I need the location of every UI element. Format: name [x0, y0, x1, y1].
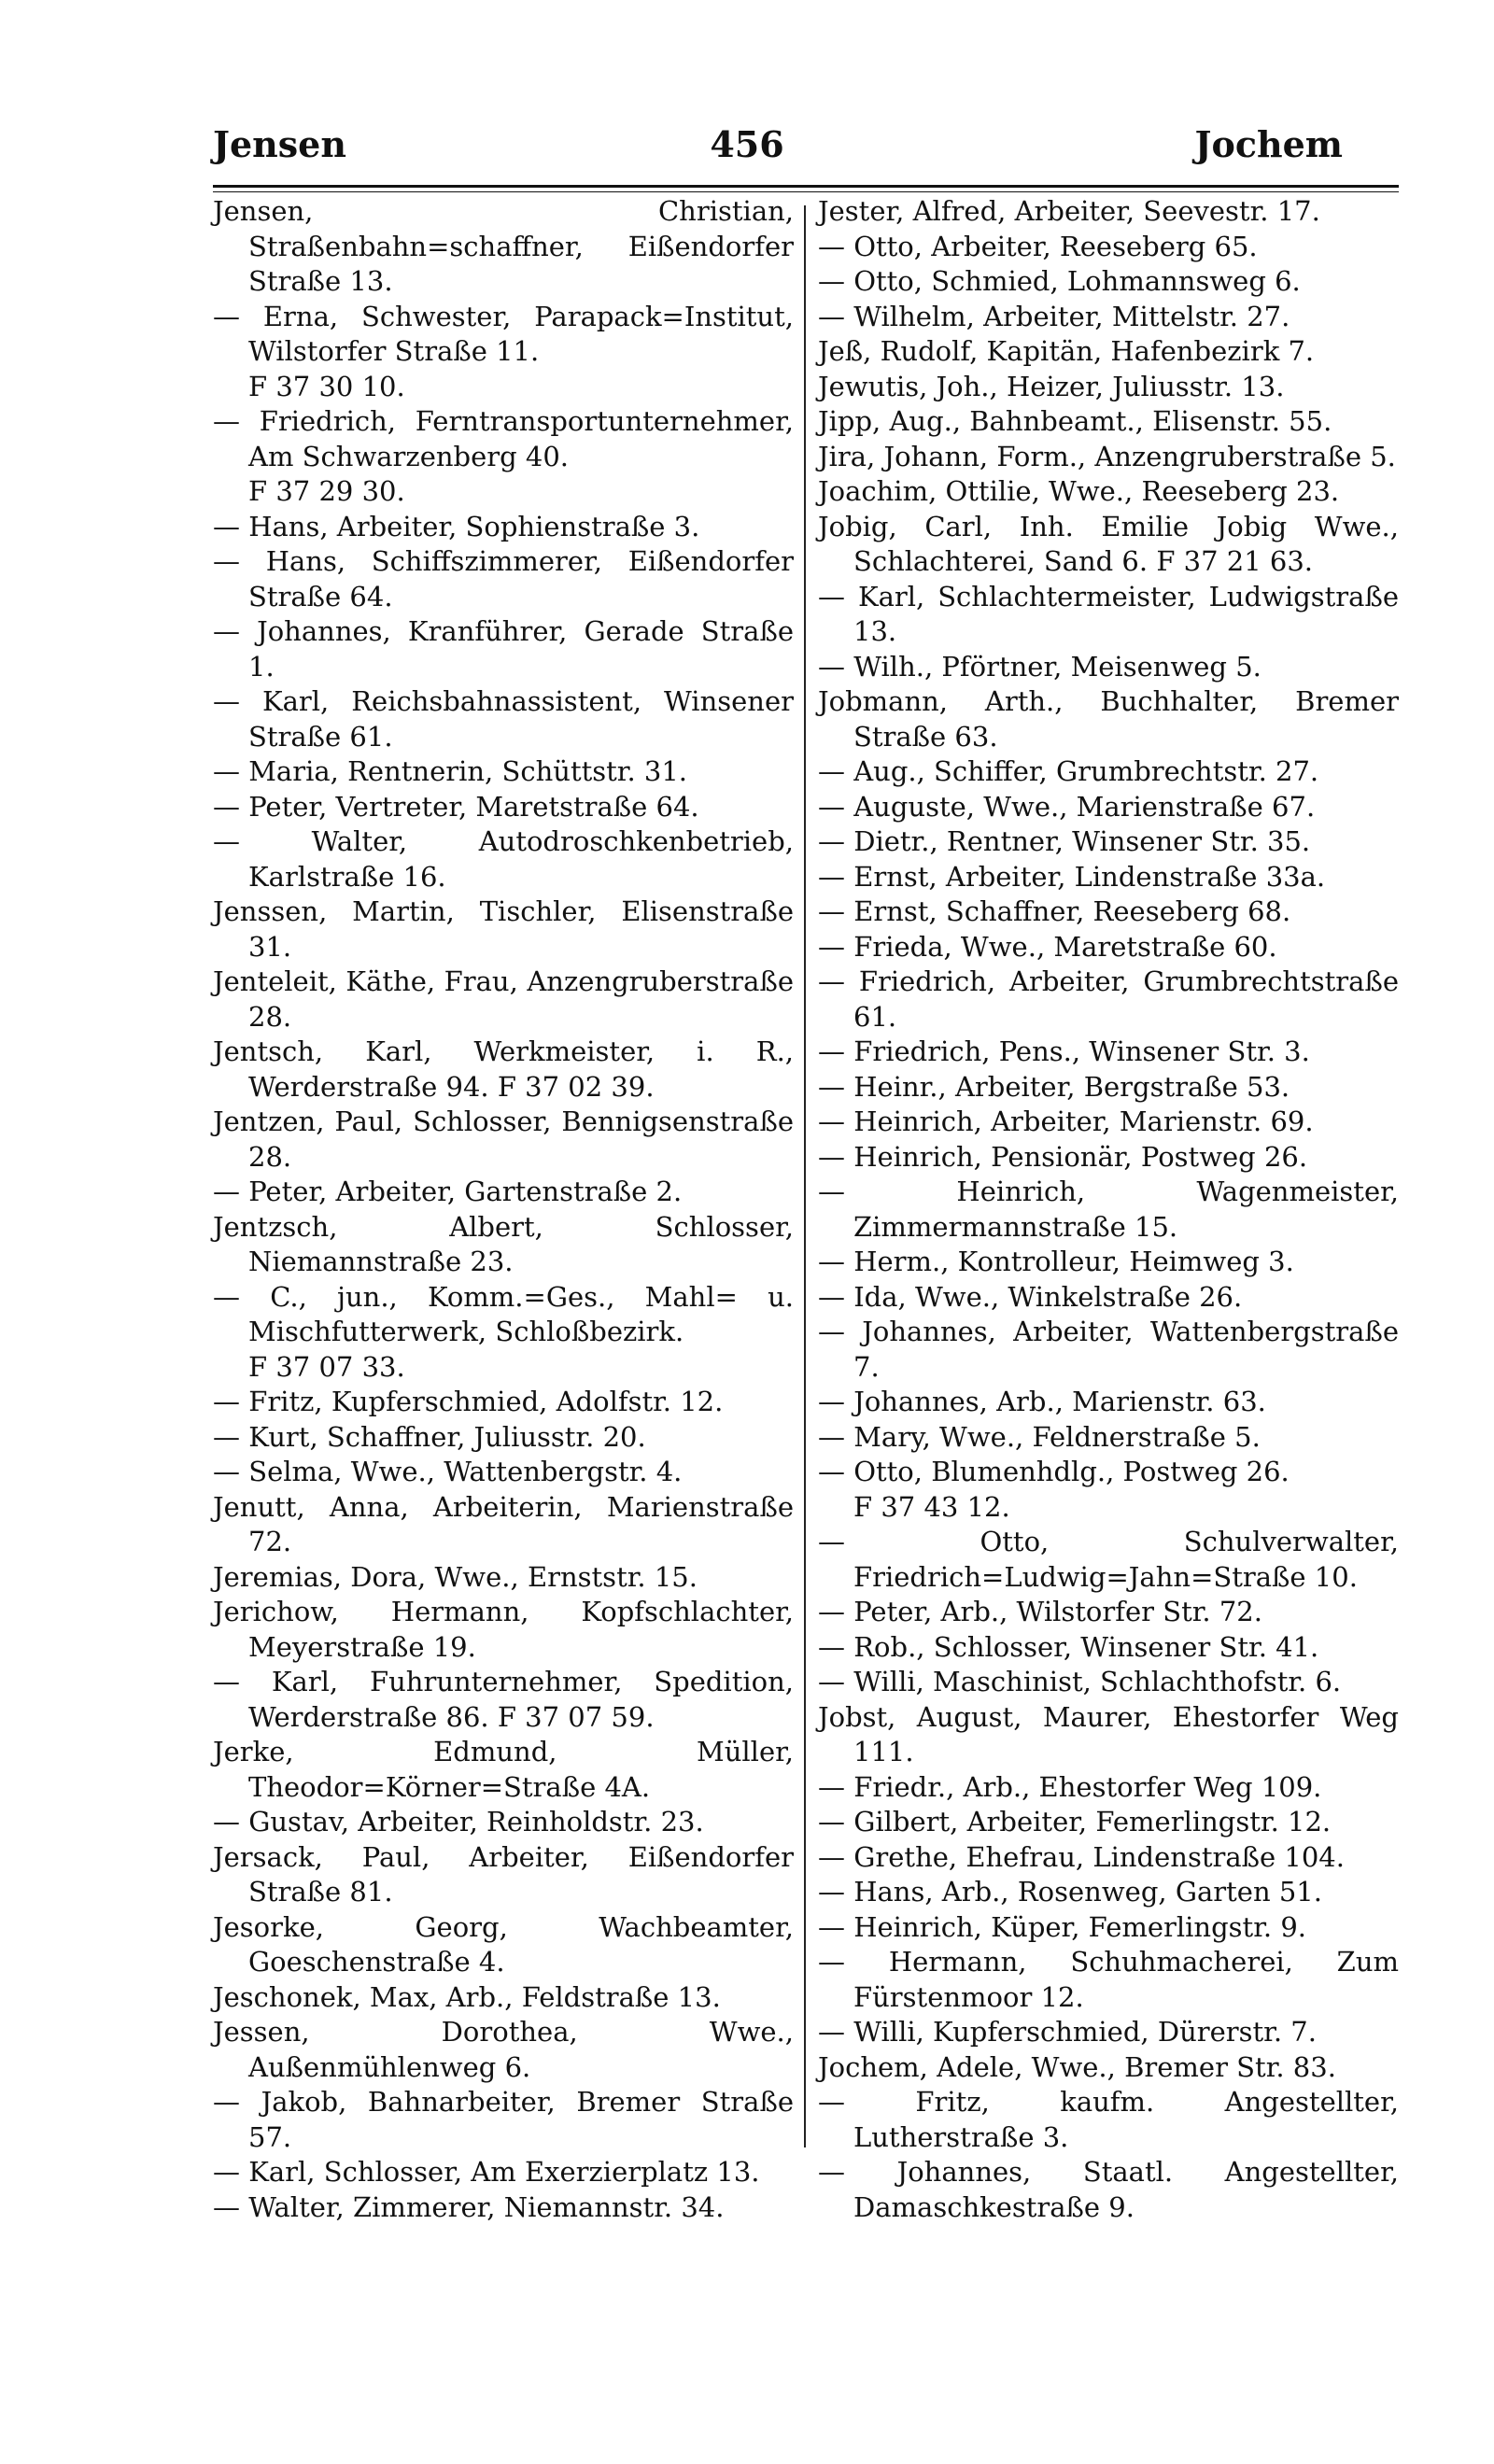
directory-entry [818, 1105, 1399, 1140]
directory-entry [818, 1070, 1399, 1105]
entry-text: Jira, Johann, Form., Anzengruberstraße 5. [818, 440, 1396, 472]
directory-entry [213, 790, 794, 825]
directory-entry [818, 650, 1399, 685]
entry-text: — Friedrich, Pens., Winsener Str. 3. [818, 1035, 1310, 1067]
directory-entry [818, 2050, 1399, 2086]
directory-entry [213, 1665, 794, 1735]
directory-entry [818, 1595, 1399, 1630]
entry-text: Jeremias, Dora, Wwe., Ernststr. 15. [213, 1560, 698, 1593]
entry-text: Jersack, Paul, Arbeiter, Eißendorfer Straße 81. [213, 1840, 794, 1908]
directory-entry [818, 2015, 1399, 2050]
entry-text: — Heinr., Arbeiter, Bergstraße 53. [818, 1070, 1290, 1103]
directory-entry [818, 580, 1399, 650]
directory-entry [818, 930, 1399, 965]
directory-entry [213, 2190, 794, 2226]
entry-text: — Friedr., Arb., Ehestorfer Weg 109. [818, 1770, 1322, 1803]
entry-text: — Gustav, Arbeiter, Reinholdstr. 23. [213, 1806, 704, 1837]
directory-entry [818, 1175, 1399, 1245]
entry-text: Jenutt, Anna, Arbeiterin, Marienstraße 72. [213, 1490, 794, 1557]
directory-entry [818, 370, 1399, 405]
entry-text: — Ernst, Schaffner, Reeseberg 68. [818, 895, 1291, 927]
entry-text: — Hans, Arb., Rosenweg, Garten 51. [818, 1876, 1322, 1908]
entry-text: — Kurt, Schaffner, Juliusstr. 20. [213, 1420, 646, 1453]
directory-entry [818, 1945, 1399, 2015]
directory-entry [818, 1840, 1399, 1876]
directory-entry [213, 2155, 794, 2190]
directory-entry [818, 1700, 1399, 1770]
directory-entry [213, 544, 794, 614]
header-left-keyword: Jensen [213, 123, 346, 165]
column-divider [804, 205, 806, 2147]
directory-entry [213, 1420, 794, 1456]
directory-entry [818, 264, 1399, 300]
directory-entry [213, 1910, 794, 1980]
entry-text: — Gilbert, Arbeiter, Femerlingstr. 12. [818, 1806, 1332, 1837]
entry-telephone: F 37 07 33. [248, 1350, 405, 1383]
entry-text: Jeß, Rudolf, Kapitän, Hafenbezirk 7. [818, 335, 1315, 367]
entry-text: — Willi, Kupferschmied, Dürerstr. 7. [818, 2016, 1317, 2048]
directory-entry [818, 1245, 1399, 1280]
entry-text: — Otto, Arbeiter, Reeseberg 65. [818, 230, 1258, 262]
entry-text: Jentzen, Paul, Schlosser, Bennigsenstraße 28. [213, 1105, 794, 1173]
directory-entry [818, 1805, 1399, 1840]
directory-entry [818, 824, 1399, 860]
entry-text: Joachim, Ottilie, Wwe., Reeseberg 23. [818, 475, 1340, 507]
right-column [818, 194, 1399, 2225]
entry-text: — Grethe, Ehefrau, Lindenstraße 104. [818, 1840, 1345, 1873]
directory-entry [213, 1735, 794, 1805]
directory-entry [818, 1525, 1399, 1595]
directory-entry [213, 684, 794, 754]
directory-entry [818, 230, 1399, 265]
header-rule [213, 185, 1399, 188]
directory-entry [213, 1455, 794, 1490]
entry-text: — Aug., Schiffer, Grumbrechtstr. 27. [818, 755, 1319, 787]
entry-text: Jesorke, Georg, Wachbeamter, Goeschenstraße 4. [213, 1910, 794, 1978]
entry-text: — Johannes, Staatl. Angestellter, Damaschkestraße 9. [818, 2156, 1399, 2223]
directory-entry [213, 964, 794, 1035]
entry-text: — Karl, Fuhrunternehmer, Spedition, Werderstraße 86. F 37 07 59. [213, 1666, 794, 1733]
entry-text: — Auguste, Wwe., Marienstraße 67. [818, 790, 1316, 823]
entry-telephone: F 37 29 30. [248, 475, 405, 507]
directory-entry [818, 1910, 1399, 1946]
directory-entry [213, 1805, 794, 1840]
entry-text: — C., jun., Komm.=Ges., Mahl= u. Mischfutterwerk, Schloßbezirk. [213, 1280, 794, 1347]
directory-entry [818, 2085, 1399, 2155]
directory-entry [818, 1140, 1399, 1176]
entry-text: — Walter, Zimmerer, Niemannstr. 34. [213, 2190, 725, 2223]
entry-text: — Selma, Wwe., Wattenbergstr. 4. [213, 1456, 683, 1487]
directory-entry [213, 1280, 794, 1386]
directory-entry [818, 300, 1399, 335]
directory-entry [818, 510, 1399, 580]
entry-text: — Hermann, Schuhmacherei, Zum Fürstenmoor 12. [818, 1946, 1399, 2013]
directory-entry [818, 404, 1399, 440]
entry-text: Jentsch, Karl, Werkmeister, i. R., Werderstraße 94. F 37 02 39. [213, 1035, 794, 1103]
entry-text: Jensen, Christian, Straßenbahn=schaffner, Eißendorfer Straße 13. [213, 195, 794, 297]
entry-text: — Hans, Schiffszimmerer, Eißendorfer Straße 64. [213, 545, 794, 612]
entry-text: Jeschonek, Max, Arb., Feldstraße 13. [213, 1980, 721, 2013]
directory-entry [818, 894, 1399, 930]
entry-text: — Fritz, kaufm. Angestellter, Lutherstraße 3. [818, 2086, 1399, 2153]
directory-entry [213, 1035, 794, 1105]
directory-entry [818, 1630, 1399, 1666]
entry-text: Jentzsch, Albert, Schlosser, Niemannstraße 23. [213, 1210, 794, 1277]
entry-text: — Walter, Autodroschkenbetrieb, Karlstraße 16. [213, 825, 794, 893]
entry-telephone: F 37 30 10. [248, 370, 405, 402]
entry-text: — Karl, Schlosser, Am Exerzierplatz 13. [213, 2156, 760, 2188]
entry-text: — Dietr., Rentner, Winsener Str. 35. [818, 825, 1311, 857]
directory-entry [213, 2085, 794, 2155]
entry-text: — Otto, Blumenhdlg., Postweg 26. [818, 1456, 1290, 1487]
entry-text: — Ida, Wwe., Winkelstraße 26. [818, 1280, 1243, 1313]
directory-entry [213, 824, 794, 894]
entry-text: — Peter, Arbeiter, Gartenstraße 2. [213, 1176, 683, 1207]
entry-text: Jenteleit, Käthe, Frau, Anzengruberstraße 28. [213, 965, 794, 1033]
entry-text: — Wilh., Pförtner, Meisenweg 5. [818, 650, 1261, 683]
header-right-keyword: Jochem [1194, 123, 1343, 165]
directory-entry [213, 894, 794, 964]
directory-entry [213, 1980, 794, 2016]
entry-text: — Maria, Rentnerin, Schüttstr. 31. [213, 755, 688, 787]
entry-text: Jerke, Edmund, Müller, Theodor=Körner=Straße 4A. [213, 1736, 794, 1803]
entry-text: Jobmann, Arth., Buchhalter, Bremer Straße 63. [818, 685, 1399, 753]
directory-entry [818, 1455, 1399, 1525]
directory-entry [818, 1385, 1399, 1420]
entry-text: — Frieda, Wwe., Maretstraße 60. [818, 930, 1277, 963]
entry-text: — Otto, Schulverwalter, Friedrich=Ludwig=Jahn=Straße 10. [818, 1526, 1399, 1593]
entry-text: — Heinrich, Wagenmeister, Zimmermannstraße 15. [818, 1176, 1399, 1243]
entry-text: — Peter, Arb., Wilstorfer Str. 72. [818, 1596, 1262, 1627]
directory-entry [213, 1175, 794, 1210]
directory-entry [818, 1035, 1399, 1070]
entry-text: — Heinrich, Küper, Femerlingstr. 9. [818, 1910, 1306, 1943]
entry-text: Jochem, Adele, Wwe., Bremer Str. 83. [818, 2050, 1336, 2083]
entry-text: — Friedrich, Ferntransportunternehmer, Am Schwarzenberg 40. [213, 405, 794, 472]
entry-text: — Erna, Schwester, Parapack=Institut, Wilstorfer Straße 11. [213, 300, 794, 367]
directory-entry [818, 1770, 1399, 1806]
directory-entry [213, 404, 794, 510]
directory-entry [818, 1665, 1399, 1700]
directory-entry [213, 510, 794, 545]
entry-text: Jenssen, Martin, Tischler, Elisenstraße 31. [213, 895, 794, 963]
entry-text: — Otto, Schmied, Lohmannsweg 6. [818, 265, 1301, 297]
directory-entry [818, 1315, 1399, 1385]
entry-text: — Wilhelm, Arbeiter, Mittelstr. 27. [818, 300, 1290, 332]
directory-entry [818, 440, 1399, 475]
left-column [213, 194, 794, 2225]
directory-entry [213, 1490, 794, 1560]
entry-text: Jerichow, Hermann, Kopfschlachter, Meyerstraße 19. [213, 1596, 794, 1663]
directory-entry [213, 1210, 794, 1280]
directory-entry [213, 300, 794, 405]
entry-text: — Heinrich, Arbeiter, Marienstr. 69. [818, 1105, 1314, 1137]
entry-text: Jobst, August, Maurer, Ehestorfer Weg 111. [818, 1700, 1399, 1767]
entry-text: — Peter, Vertreter, Maretstraße 64. [213, 790, 699, 823]
directory-entry [213, 194, 794, 300]
entry-text: — Johannes, Arb., Marienstr. 63. [818, 1386, 1266, 1417]
entry-text: — Mary, Wwe., Feldnerstraße 5. [818, 1420, 1261, 1453]
directory-entry [818, 2155, 1399, 2225]
directory-entry [818, 474, 1399, 510]
entry-text: Jipp, Aug., Bahnbeamt., Elisenstr. 55. [818, 405, 1332, 437]
page-number: 456 [710, 123, 784, 165]
header-rule-thin [213, 191, 1399, 192]
entry-text: — Rob., Schlosser, Winsener Str. 41. [818, 1630, 1319, 1663]
directory-entry [818, 1875, 1399, 1910]
entry-text: — Johannes, Arbeiter, Wattenbergstraße 7. [818, 1316, 1399, 1383]
entry-text: — Johannes, Kranführer, Gerade Straße 1. [213, 615, 794, 683]
directory-entry [213, 754, 794, 790]
directory-entry [818, 334, 1399, 370]
entry-text: — Willi, Maschinist, Schlachthofstr. 6. [818, 1666, 1342, 1697]
entry-text: — Jakob, Bahnarbeiter, Bremer Straße 57. [213, 2086, 794, 2153]
directory-entry [213, 1560, 794, 1596]
entry-text: — Karl, Schlachtermeister, Ludwigstraße 13. [818, 580, 1399, 647]
entry-text: — Karl, Reichsbahnassistent, Winsener Straße 61. [213, 685, 794, 753]
entry-text: Jobig, Carl, Inh. Emilie Jobig Wwe., Schlachterei, Sand 6. F 37 21 63. [818, 510, 1399, 577]
entry-telephone: F 37 43 12. [853, 1490, 1010, 1523]
entry-text: — Fritz, Kupferschmied, Adolfstr. 12. [213, 1386, 724, 1417]
directory-entry [818, 964, 1399, 1035]
entry-text: Jessen, Dorothea, Wwe., Außenmühlenweg 6. [213, 2016, 794, 2083]
entry-text: Jester, Alfred, Arbeiter, Seevestr. 17. [818, 195, 1320, 227]
entry-text: Jewutis, Joh., Heizer, Juliusstr. 13. [818, 370, 1285, 402]
entry-text: — Ernst, Arbeiter, Lindenstraße 33a. [818, 860, 1326, 893]
directory-entry [213, 1385, 794, 1420]
entry-text: — Heinrich, Pensionär, Postweg 26. [818, 1140, 1308, 1173]
directory-entry [818, 1280, 1399, 1316]
entry-text: — Hans, Arbeiter, Sophienstraße 3. [213, 510, 700, 542]
entry-text: — Friedrich, Arbeiter, Grumbrechtstraße 61. [818, 965, 1399, 1033]
directory-entry [213, 1595, 794, 1665]
directory-entry [818, 754, 1399, 790]
directory-entry [213, 614, 794, 684]
directory-entry [818, 860, 1399, 895]
entry-text: — Herm., Kontrolleur, Heimweg 3. [818, 1246, 1294, 1277]
directory-entry [213, 2015, 794, 2085]
directory-entry [818, 194, 1399, 230]
directory-entry [213, 1105, 794, 1175]
directory-entry [818, 790, 1399, 825]
directory-entry [213, 1840, 794, 1910]
directory-entry [818, 684, 1399, 754]
directory-entry [818, 1420, 1399, 1456]
